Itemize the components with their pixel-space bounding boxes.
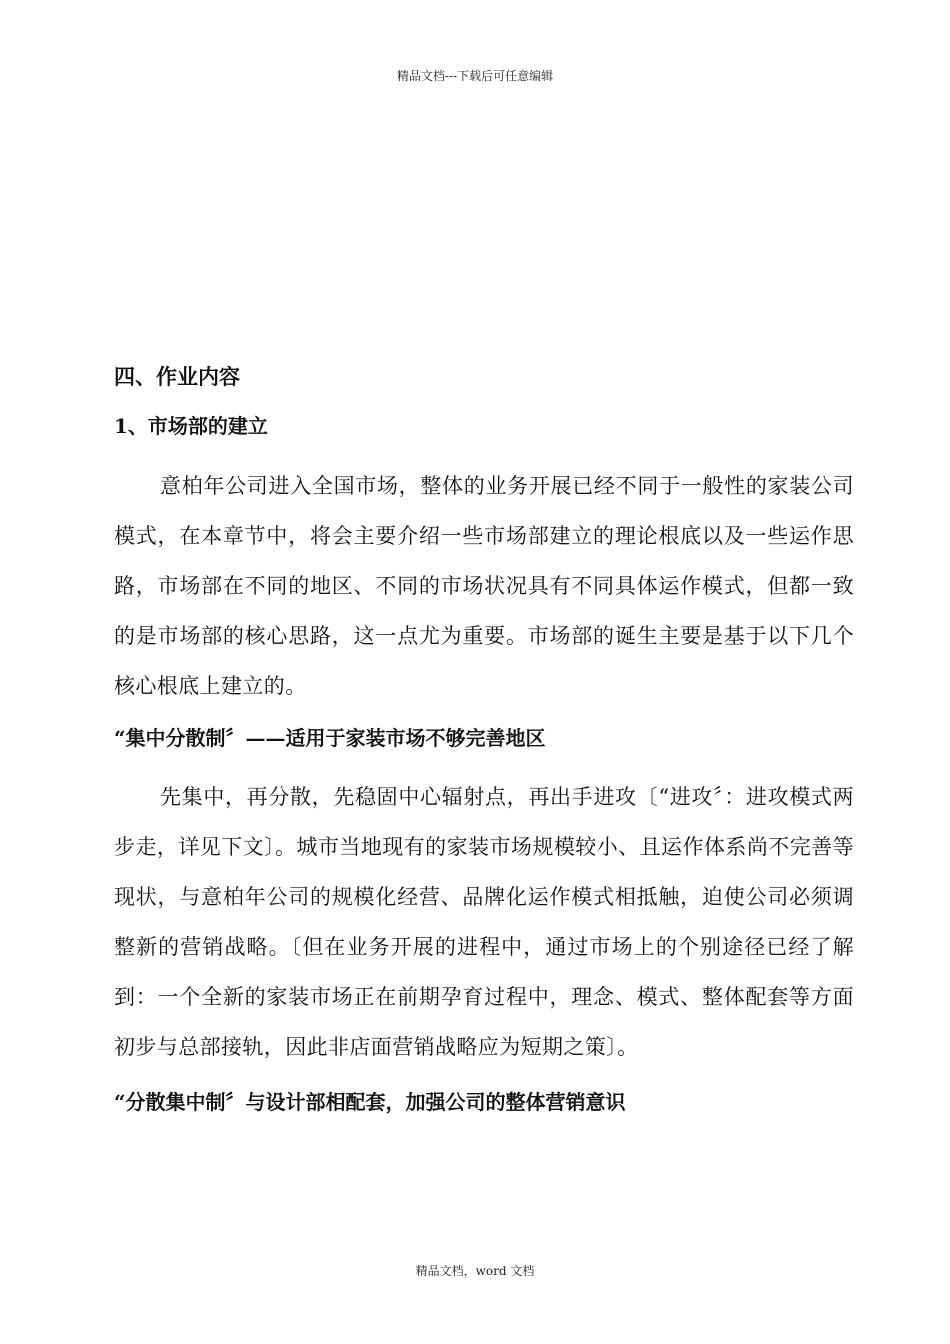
strategy-paragraph: 先集中，再分散，先稳固中心辐射点，再出手进攻〔“进攻〞：进攻模式两步走，详见下文〕。城市当地现有的家装市场规模较小、且运作体系尚不完善等现状，与意柏年公司的规模化经营、品牌化运作模式相抵触，迫使公司必须调整新的营销战略。〔但在业务开展的进程中，通过市场上的个别途径已经了解到：一个全新的家装市场正在前期孕育过程中，理念、模式、整体配套等方面初步与总部接轨，因此非店面营销战略应为短期之策〕。 bbox=[114, 785, 854, 1059]
strategy-heading-concentrate-disperse: “集中分散制〞——适用于家装市场不够完善地区 bbox=[114, 726, 546, 750]
intro-paragraph: 意柏年公司进入全国市场，整体的业务开展已经不同于一般性的家装公司模式，在本章节中，将会主要介绍一些市场部建立的理论根底以及一些运作思路，市场部在不同的地区、不同的市场状况具有不同具体运作模式，但都一致的是市场部的核心思路，这一点尤为重要。市场部的诞生主要是基于以下几个核心根底上建立的。 bbox=[114, 474, 854, 698]
page-footer: 精品文档，word 文档 bbox=[415, 1264, 535, 1278]
document-body bbox=[114, 360, 854, 1136]
subsection-heading: 1、市场部的建立 bbox=[114, 414, 268, 438]
section-heading: 四、作业内容 bbox=[114, 364, 240, 389]
strategy-heading-disperse-concentrate: “分散集中制〞与设计部相配套，加强公司的整体营销意识 bbox=[114, 1090, 626, 1114]
page-header: 精品文档---下载后可任意编辑 bbox=[396, 69, 554, 83]
